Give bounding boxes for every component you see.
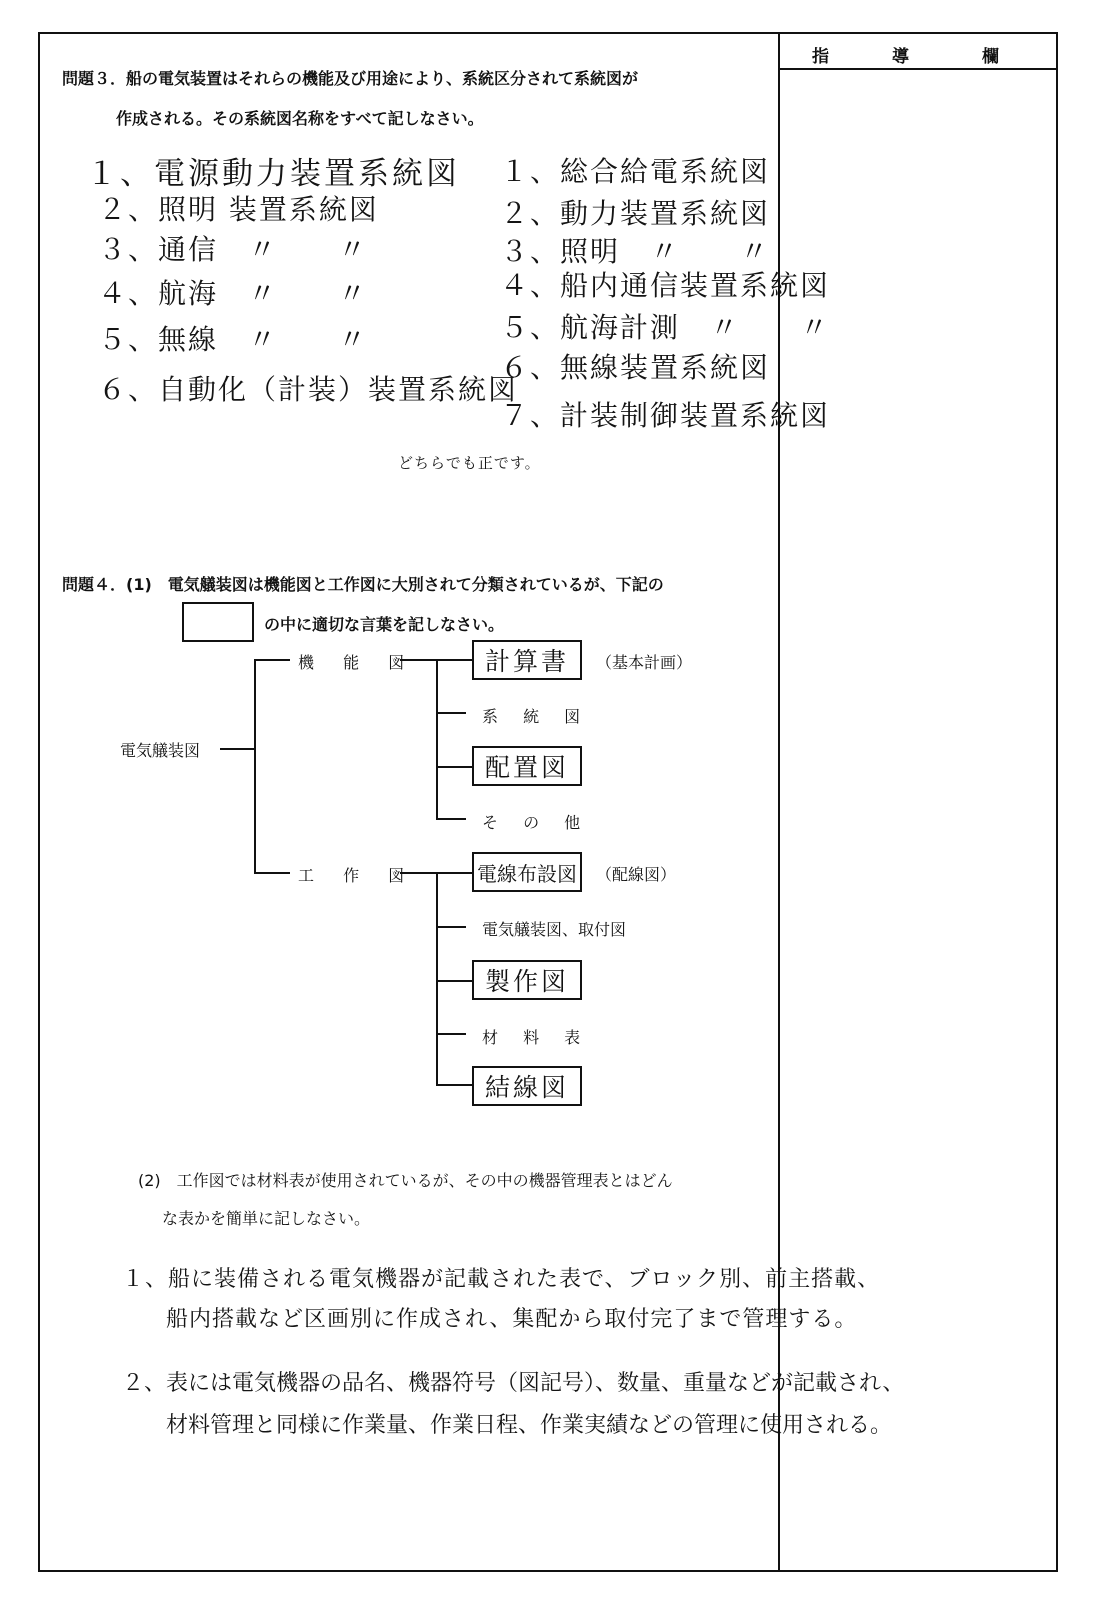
tree-kihon-note: （基本計画） [596, 653, 693, 672]
q4-part2-line2: な表かを簡単に記しなさい。 [162, 1209, 371, 1228]
q4-answer2-line1: ２、表には電気機器の品名、機器符号（図記号）、数量、重量などが記載され、 [122, 1371, 905, 1396]
tree-zairyou-stub [436, 1033, 466, 1035]
tree-gisou-stub [436, 926, 466, 928]
tree-kekkouzu-stub [436, 1084, 472, 1086]
tree-branch1-stub [254, 659, 290, 661]
tree-branch2-label: 工 作 図 [298, 866, 417, 885]
tree-level1-trunk [254, 660, 256, 874]
q3-right-answer-3: ３、照明 〃 〃 [500, 235, 771, 268]
answer-seisakuzu: 製作図 [484, 967, 569, 996]
q4-answer1-line2: 船内搭載など区画別に作成され、集配から取付完了まで管理する。 [166, 1307, 858, 1332]
q4-answer2-line2: 材料管理と同様に作業量、作業日程、作業実績などの管理に使用される。 [166, 1413, 893, 1438]
guidance-column-divider [778, 32, 780, 1572]
q3-left-answer-5: ５、無線 〃 〃 [98, 323, 369, 356]
q3-left-answer-1: １、電源動力装置系統図 [86, 156, 460, 192]
tree-keitouzu-stub [436, 712, 466, 714]
tree-gisou-label: 電気艤装図、取付図 [482, 920, 627, 939]
q3-title-line2: 作成される。その系統図名称をすべて記しなさい。 [116, 109, 484, 128]
q3-right-answer-2: ２、動力装置系統図 [500, 197, 771, 230]
answer-haichizu: 配置図 [484, 753, 569, 782]
tree-root-connector [220, 748, 256, 750]
tree-sonota-stub [436, 818, 466, 820]
q3-grader-note: どちらでも正です。 [398, 454, 541, 472]
q3-left-answer-3: ３、通信 〃 〃 [98, 233, 369, 266]
q3-right-answer-7: ７、計装制御装置系統図 [500, 399, 831, 432]
answer-densen: 電線布設図 [477, 861, 577, 886]
guidance-label-2: 導 [892, 47, 909, 67]
answer-keisansho: 計算書 [484, 647, 569, 676]
q3-title: 問題３．船の電気装置はそれらの機能及び用途により、系統区分されて系統図が [62, 69, 639, 88]
q4-title: 問題４．(1) 電気艤装図は機能図と工作図に大別されて分類されているが、下記の [62, 575, 664, 594]
tree-root-label: 電気艤装図 [120, 741, 201, 760]
q4-instruction: の中に適切な言葉を記しなさい。 [264, 615, 505, 634]
tree-branch2-stub [254, 872, 290, 874]
q4-part2-line1: (2) 工作図では材料表が使用されているが、その中の機器管理表とはどん [138, 1171, 673, 1190]
q4-example-box [182, 602, 254, 642]
tree-haichizu-stub [436, 766, 472, 768]
guidance-label-1: 指 [812, 47, 829, 67]
answer-box-seisakuzu [472, 960, 582, 1000]
tree-haisen-note: （配線図） [596, 865, 677, 884]
q3-right-answer-5: ５、航海計測 〃 〃 [500, 311, 831, 344]
guidance-label-3: 欄 [982, 47, 999, 67]
tree-branch2-trunk [436, 873, 438, 1085]
answer-box-kekkouzu [472, 1066, 582, 1106]
answer-box-haichizu [472, 746, 582, 786]
tree-keitouzu-label: 系 統 図 [482, 707, 591, 726]
tree-branch1-label: 機 能 図 [298, 653, 417, 672]
tree-sonota-label: そ の 他 [482, 813, 591, 832]
answer-box-keisansho [472, 640, 582, 680]
q3-right-answer-4: ４、船内通信装置系統図 [500, 269, 831, 302]
tree-zairyou-label: 材 料 表 [482, 1028, 591, 1047]
tree-branch1-trunk [436, 660, 438, 820]
tree-seisakuzu-stub [436, 980, 472, 982]
q3-left-answer-2: ２、照明 装置系統図 [98, 193, 379, 226]
guidance-header-rule [778, 68, 1058, 70]
q3-right-answer-6: ６、無線装置系統図 [500, 351, 771, 384]
answer-box-densen [472, 852, 582, 892]
answer-kekkouzu: 結線図 [484, 1073, 569, 1102]
q3-left-answer-6: ６、自動化（計装）装置系統図 [98, 373, 519, 406]
q3-right-answer-1: １、総合給電系統図 [500, 155, 771, 188]
q4-answer1-line1: １、船に装備される電気機器が記載された表で、ブロック別、前主搭載、 [122, 1267, 881, 1292]
q3-left-answer-4: ４、航海 〃 〃 [98, 277, 369, 310]
